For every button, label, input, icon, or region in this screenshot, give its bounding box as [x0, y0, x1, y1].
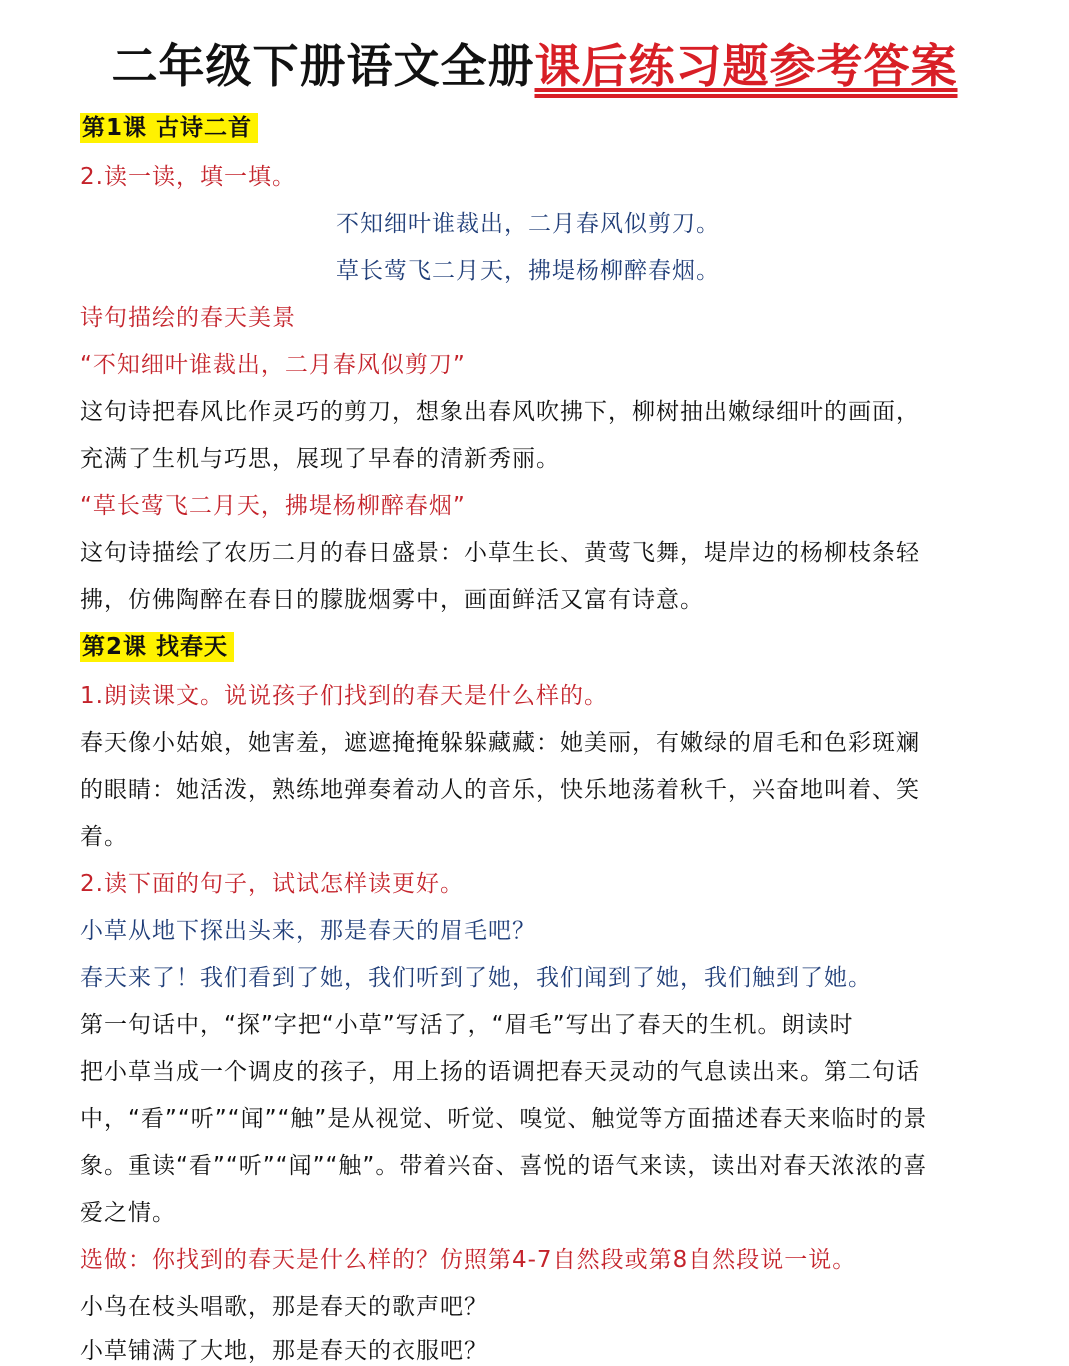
- exercise-heading: 2.读下面的句子，试试怎样读更好。: [80, 871, 464, 897]
- answer-text: 小草铺满了大地，那是春天的衣服吧？: [80, 1338, 488, 1364]
- answer-text: 中，“看”“听”“闻”“触”是从视觉、听觉、嗅觉、触觉等方面描述春天来临时的景: [80, 1106, 928, 1132]
- page-title: [0, 30, 1069, 96]
- answer-text: 这句诗描绘了农历二月的春日盛景：小草生长、黄莺飞舞，堤岸边的杨柳枝条轻: [80, 540, 920, 566]
- poem-line: 不知细叶谁裁出，二月春风似剪刀。: [336, 211, 720, 237]
- poem-line: 草长莺飞二月天，拂堤杨柳醉春烟。: [336, 258, 720, 284]
- answer-text: 的眼睛：她活泼，熟练地弹奏着动人的音乐，快乐地荡着秋千，兴奋地叫着、笑: [80, 777, 920, 803]
- example-sentence: 小草从地下探出头来，那是春天的眉毛吧？: [80, 918, 536, 944]
- optional-exercise-heading: 选做：你找到的春天是什么样的？仿照第4-7自然段或第8自然段说一说。: [80, 1247, 857, 1273]
- exercise-heading: 2.读一读，填一填。: [80, 164, 296, 190]
- answer-text: 小鸟在枝头唱歌，那是春天的歌声吧？: [80, 1294, 488, 1320]
- quote-heading: “不知细叶谁裁出，二月春风似剪刀”: [80, 352, 466, 378]
- page-title-black: 二年级下册语文全册: [111, 39, 535, 93]
- answer-text: 把小草当成一个调皮的孩子，用上扬的语调把春天灵动的气息读出来。第二句话: [80, 1059, 920, 1085]
- lesson-1-heading: 第1课 古诗二首: [80, 113, 258, 143]
- answer-text: 象。重读“看”“听”“闻”“触”。带着兴奋、喜悦的语气来读，读出对春天浓浓的喜: [80, 1153, 928, 1179]
- exercise-heading: 1.朗读课文。说说孩子们找到的春天是什么样的。: [80, 683, 608, 709]
- answer-text: 着。: [80, 824, 128, 850]
- answer-text: 这句诗把春风比作灵巧的剪刀，想象出春风吹拂下，柳树抽出嫩绿细叶的画面，: [80, 399, 920, 425]
- answer-text: 拂，仿佛陶醉在春日的朦胧烟雾中，画面鲜活又富有诗意。: [80, 587, 704, 613]
- section-heading: 诗句描绘的春天美景: [80, 305, 296, 331]
- answer-text: 爱之情。: [80, 1200, 176, 1226]
- answer-text: 充满了生机与巧思，展现了早春的清新秀丽。: [80, 446, 560, 472]
- page-title-red: 课后练习题参考答案: [534, 39, 958, 93]
- answer-text: 春天像小姑娘，她害羞，遮遮掩掩躲躲藏藏：她美丽，有嫩绿的眉毛和色彩斑斓: [80, 730, 920, 756]
- quote-heading: “草长莺飞二月天，拂堤杨柳醉春烟”: [80, 493, 466, 519]
- lesson-2-heading: 第2课 找春天: [80, 632, 234, 662]
- answer-text: 第一句话中，“探”字把“小草”写活了，“眉毛”写出了春天的生机。朗读时: [80, 1012, 854, 1038]
- example-sentence: 春天来了！我们看到了她，我们听到了她，我们闻到了她，我们触到了她。: [80, 965, 872, 991]
